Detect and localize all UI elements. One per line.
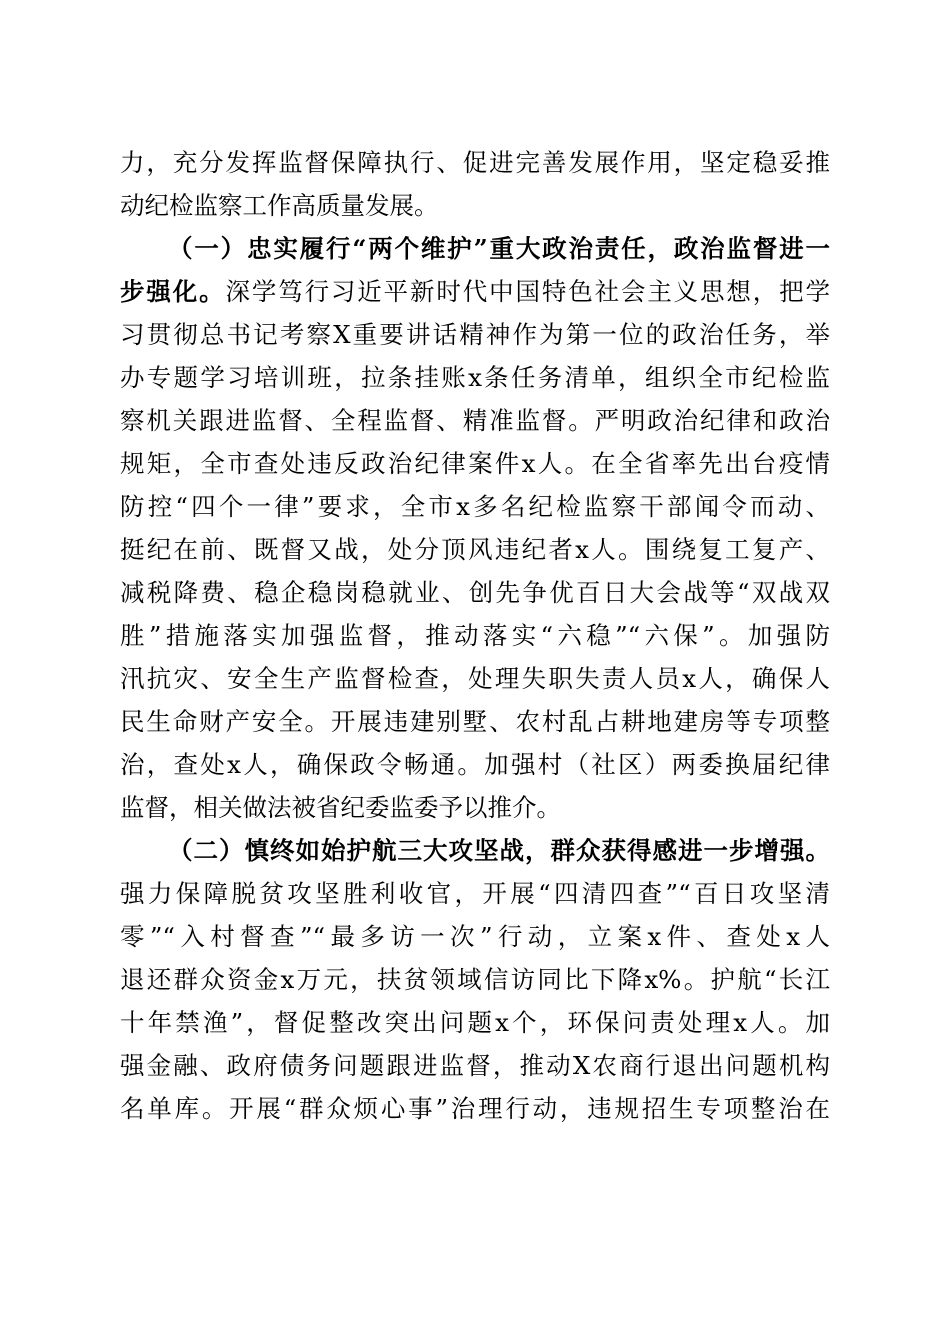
section-heading-line [168, 831, 830, 871]
paragraph-line [120, 573, 830, 613]
line-text: 深学笃行习近平新时代中国特色社会主义思想，把学 [225, 277, 830, 306]
paragraph-line [120, 401, 830, 441]
paragraph-line [120, 960, 830, 1000]
paragraph-line [120, 1089, 830, 1129]
line-text: 习贯彻总书记考察X重要讲话精神作为第一位的政治任务，举 [120, 320, 830, 349]
line-text: 退还群众资金x万元，扶贫领域信访同比下降x%。护航“长江 [120, 965, 830, 994]
paragraph-line [120, 917, 830, 957]
paragraph-line [120, 1046, 830, 1086]
line-text: 治，查处x人，确保政令畅通。加强村（社区）两委换届纪律 [120, 750, 830, 779]
paragraph-line [120, 444, 830, 484]
line-text: 名单库。开展“群众烦心事”治理行动，违规招生专项整治在 [120, 1094, 830, 1123]
paragraph-line [120, 702, 830, 742]
line-text: 减税降费、稳企稳岗稳就业、创先争优百日大会战等“双战双 [120, 578, 830, 607]
line-text: 胜”措施落实加强监督，推动落实“六稳”“六保”。加强防 [120, 621, 830, 650]
line-text: 挺纪在前、既督又战，处分顶风违纪者x人。围绕复工复产、 [120, 535, 830, 564]
line-text: 力，充分发挥监督保障执行、促进完善发展作用，坚定稳妥推 [120, 148, 830, 177]
line-text: 强金融、政府债务问题跟进监督，推动X农商行退出问题机构 [120, 1051, 830, 1080]
line-text: 监督，相关做法被省纪委监委予以推介。 [120, 793, 561, 822]
paragraph-line [120, 487, 830, 527]
section-heading-text: （一）忠实履行“两个维护”重大政治责任，政治监督进一 [168, 234, 830, 263]
paragraph-line [120, 143, 830, 183]
line-text: 察机关跟进监督、全程监督、精准监督。严明政治纪律和政治 [120, 406, 830, 435]
line-text: 办专题学习培训班，拉条挂账x条任务清单，组织全市纪检监 [120, 363, 830, 392]
section-heading-text: 步强化。 [120, 277, 226, 306]
paragraph-line [120, 1003, 830, 1043]
section-heading-text: （二）慎终如始护航三大攻坚战，群众获得感进一步增强。 [168, 836, 830, 865]
paragraph-line [120, 358, 830, 398]
paragraph-line [120, 874, 830, 914]
paragraph-line [120, 272, 830, 312]
line-text: 汛抗灾、安全生产监督检查，处理失职失责人员x人，确保人 [120, 664, 830, 693]
line-text: 强力保障脱贫攻坚胜利收官，开展“四清四查”“百日攻坚清 [120, 879, 830, 908]
line-text: 零”“入村督查”“最多访一次”行动，立案x件、查处x人 [120, 922, 830, 951]
paragraph-line [120, 788, 830, 828]
paragraph-line [120, 186, 830, 226]
paragraph-line [120, 616, 830, 656]
line-text: 民生命财产安全。开展违建别墅、农村乱占耕地建房等专项整 [120, 707, 830, 736]
section-heading-line [168, 229, 830, 269]
line-text: 规矩，全市查处违反政治纪律案件x人。在全省率先出台疫情 [120, 449, 830, 478]
paragraph-line [120, 745, 830, 785]
paragraph-line [120, 659, 830, 699]
line-text: 动纪检监察工作高质量发展。 [120, 191, 439, 220]
paragraph-line [120, 315, 830, 355]
line-text: 十年禁渔”，督促整改突出问题x个，环保问责处理x人。加 [120, 1008, 830, 1037]
line-text: 防控“四个一律”要求，全市x多名纪检监察干部闻令而动、 [120, 492, 830, 521]
paragraph-line [120, 530, 830, 570]
